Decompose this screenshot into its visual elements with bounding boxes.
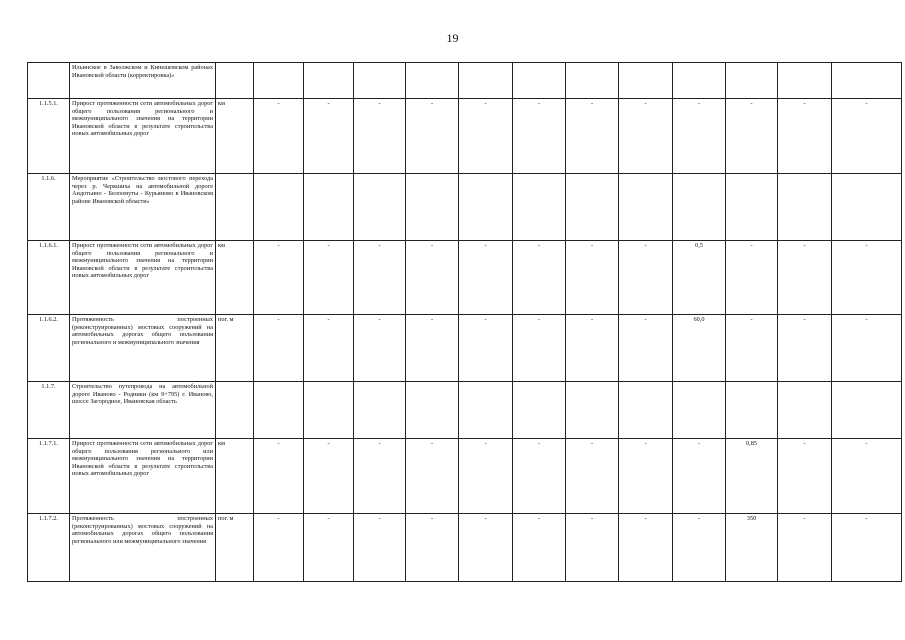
description-cell: Мероприятие «Строительство мостового перехода через р. Черкшиха на автомобильной дороге Андотьино - Белоомуты - Курьяново в Ивановском районе Ивановской области» — [70, 174, 216, 241]
value-cell — [304, 63, 354, 99]
table-row — [28, 241, 902, 315]
value-cell: - — [726, 99, 778, 174]
value-cell — [254, 174, 304, 241]
value-cell — [459, 174, 513, 241]
unit-cell — [216, 63, 254, 99]
unit-cell — [216, 382, 254, 439]
value-cell: - — [406, 241, 459, 315]
value-cell: - — [406, 99, 459, 174]
value-cell: - — [354, 315, 406, 382]
value-cell — [832, 382, 902, 439]
row-number-cell: 1.1.6.1. — [28, 241, 70, 315]
value-cell: - — [566, 315, 619, 382]
value-cell — [459, 63, 513, 99]
value-cell: - — [513, 315, 566, 382]
value-cell — [304, 382, 354, 439]
value-cell: - — [832, 315, 902, 382]
value-cell — [566, 174, 619, 241]
unit-cell: пог. м — [216, 315, 254, 382]
value-cell — [778, 382, 832, 439]
description-cell: Ильинское в Заволжском и Кинешемском районах Ивановской области (корректировка)» — [70, 63, 216, 99]
table-row — [28, 174, 902, 241]
value-cell — [459, 382, 513, 439]
value-cell: - — [566, 99, 619, 174]
unit-cell: км — [216, 99, 254, 174]
page-number: 19 — [446, 31, 459, 45]
value-cell: - — [254, 315, 304, 382]
value-cell — [406, 63, 459, 99]
unit-cell — [216, 174, 254, 241]
row-number-cell: 1.1.6. — [28, 174, 70, 241]
value-cell — [566, 382, 619, 439]
value-cell — [354, 174, 406, 241]
value-cell — [673, 63, 726, 99]
value-cell: - — [673, 439, 726, 514]
value-cell: - — [459, 99, 513, 174]
value-cell — [304, 174, 354, 241]
row-number-cell — [28, 63, 70, 99]
description-cell: Протяженность построенных (реконструированных) мостовых сооружений на автомобильных дорогах общего пользования регионального или межмуниципального значения — [70, 514, 216, 582]
table-row — [28, 99, 902, 174]
value-cell: - — [778, 439, 832, 514]
value-cell: - — [406, 315, 459, 382]
value-cell — [832, 174, 902, 241]
value-cell: - — [254, 99, 304, 174]
value-cell: - — [513, 514, 566, 582]
value-cell: - — [354, 241, 406, 315]
value-cell — [619, 174, 673, 241]
value-cell: - — [513, 241, 566, 315]
value-cell: - — [832, 439, 902, 514]
value-cell: - — [459, 315, 513, 382]
value-cell: - — [619, 439, 673, 514]
value-cell: - — [778, 315, 832, 382]
value-cell — [778, 174, 832, 241]
value-cell: - — [566, 439, 619, 514]
value-cell — [406, 382, 459, 439]
value-cell: - — [566, 514, 619, 582]
value-cell: - — [673, 514, 726, 582]
value-cell: - — [778, 514, 832, 582]
table-row — [28, 382, 902, 439]
value-cell: - — [354, 514, 406, 582]
value-cell: 0,5 — [673, 241, 726, 315]
unit-cell: км — [216, 439, 254, 514]
value-cell: - — [619, 241, 673, 315]
value-cell: - — [254, 439, 304, 514]
value-cell: - — [304, 241, 354, 315]
table-row — [28, 514, 902, 582]
value-cell — [566, 63, 619, 99]
value-cell: - — [832, 514, 902, 582]
value-cell: - — [619, 514, 673, 582]
value-cell — [673, 174, 726, 241]
value-cell — [254, 63, 304, 99]
value-cell: - — [406, 439, 459, 514]
value-cell: - — [726, 315, 778, 382]
value-cell — [726, 382, 778, 439]
value-cell: - — [673, 99, 726, 174]
row-number-cell: 1.1.6.2. — [28, 315, 70, 382]
value-cell: - — [304, 439, 354, 514]
value-cell: - — [619, 99, 673, 174]
table-row — [28, 439, 902, 514]
description-cell: Протяженность построенных (реконструированных) мостовых сооружений на автомобильных дорогах общего пользования регионального и межмуниципального значения — [70, 315, 216, 382]
value-cell: - — [726, 241, 778, 315]
value-cell — [832, 63, 902, 99]
value-cell — [513, 174, 566, 241]
value-cell — [406, 174, 459, 241]
value-cell: - — [304, 514, 354, 582]
value-cell: - — [459, 514, 513, 582]
value-cell — [619, 382, 673, 439]
unit-cell: км — [216, 241, 254, 315]
value-cell: - — [354, 439, 406, 514]
value-cell: 350 — [726, 514, 778, 582]
value-cell — [513, 63, 566, 99]
value-cell — [778, 63, 832, 99]
value-cell — [726, 174, 778, 241]
row-number-cell: 1.1.7. — [28, 382, 70, 439]
value-cell — [354, 63, 406, 99]
description-cell: Прирост протяженности сети автомобильных дорог общего пользования регионального и межмуниципального значения на территории Ивановской области в результате строительства новых автомобильных дорог — [70, 241, 216, 315]
value-cell: - — [459, 439, 513, 514]
value-cell — [619, 63, 673, 99]
value-cell: - — [459, 241, 513, 315]
value-cell: - — [566, 241, 619, 315]
value-cell — [354, 382, 406, 439]
row-number-cell: 1.1.5.1. — [28, 99, 70, 174]
value-cell: - — [304, 315, 354, 382]
value-cell: - — [254, 241, 304, 315]
value-cell: 60,0 — [673, 315, 726, 382]
value-cell: - — [354, 99, 406, 174]
row-number-cell: 1.1.7.1. — [28, 439, 70, 514]
value-cell: - — [406, 514, 459, 582]
value-cell: 0,85 — [726, 439, 778, 514]
value-cell: - — [304, 99, 354, 174]
value-cell: - — [832, 99, 902, 174]
value-cell: - — [513, 439, 566, 514]
value-cell — [513, 382, 566, 439]
description-cell: Строительство путепровода на автомобильной дороге Иваново - Родники (км 9+795) г. Иваново, шоссе Загородное, Ивановская область — [70, 382, 216, 439]
table-row — [28, 315, 902, 382]
value-cell — [726, 63, 778, 99]
value-cell: - — [254, 514, 304, 582]
description-cell: Прирост протяженности сети автомобильных дорог общего пользования регионального или межмуниципального значения на территории Ивановской области в результате строительства новых автомобильных дорог — [70, 439, 216, 514]
value-cell — [254, 382, 304, 439]
value-cell: - — [778, 99, 832, 174]
table-row — [28, 63, 902, 99]
value-cell: - — [619, 315, 673, 382]
value-cell: - — [513, 99, 566, 174]
unit-cell: пог. м — [216, 514, 254, 582]
indicators-table — [27, 62, 902, 582]
value-cell: - — [778, 241, 832, 315]
value-cell: - — [832, 241, 902, 315]
description-cell: Прирост протяженности сети автомобильных дорог общего пользования регионального и межмуниципального значения на территории Ивановской области в результате строительства новых автомобильных дорог — [70, 99, 216, 174]
row-number-cell: 1.1.7.2. — [28, 514, 70, 582]
value-cell — [673, 382, 726, 439]
